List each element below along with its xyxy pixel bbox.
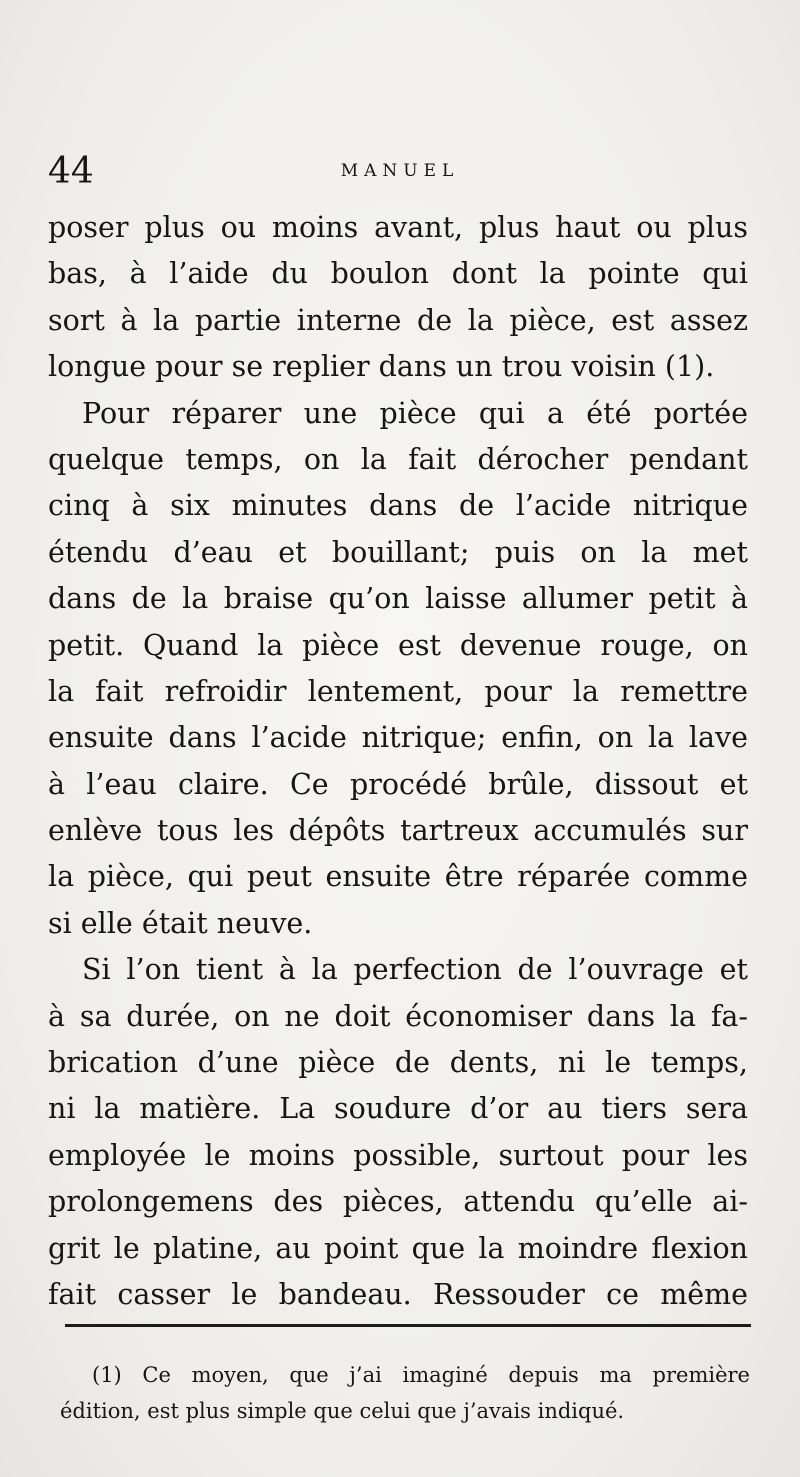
text-line: quelque temps, on la fait dérocher pendant — [48, 442, 748, 476]
text-line: petit. Quand la pièce est devenue rouge, on — [48, 628, 748, 662]
text-line: brication d’une pièce de dents, ni le temps, — [48, 1046, 748, 1080]
text-line: à sa durée, on ne doit économiser dans la fa- — [48, 999, 748, 1033]
text-line: fait casser le bandeau. Ressouder ce même — [48, 1277, 748, 1311]
footnote-line: (1) Ce moyen, que j’ai imaginé depuis ma première — [92, 1363, 750, 1387]
text-line: sort à la partie interne de la pièce, est assez — [48, 303, 748, 337]
text-line: si elle était neuve. — [48, 906, 313, 940]
text-line: dans de la braise qu’on laisse allumer petit à — [48, 582, 748, 616]
running-title: MANUEL — [340, 161, 460, 181]
text-line: poser plus ou moins avant, plus haut ou plus — [48, 211, 748, 244]
text-line: étendu d’eau et bouillant; puis on la met — [48, 535, 748, 569]
text-line: ni la matière. La soudure d’or au tiers sera — [48, 1092, 748, 1126]
text-line: prolongemens des pièces, attendu qu’elle ai- — [48, 1185, 748, 1219]
text-line: la fait refroidir lentement, pour la remettre — [48, 674, 748, 708]
text-line: bas, à l’aide du boulon dont la pointe qui — [48, 257, 748, 291]
text-line: longue pour se replier dans un trou voisin (1). — [48, 350, 715, 384]
text-line: Pour réparer une pièce qui a été portée — [82, 396, 748, 430]
body-text — [48, 205, 748, 1318]
text-line: grit le platine, au point que la moindre flexion — [48, 1231, 748, 1265]
text-line: ensuite dans l’acide nitrique; enfin, on la lave — [48, 721, 748, 755]
text-line: Si l’on tient à la perfection de l’ouvrage et — [82, 953, 748, 987]
text-line: employée le moins possible, surtout pour les — [48, 1138, 748, 1172]
footnote-separator — [65, 1324, 751, 1327]
page-number: 44 — [48, 151, 94, 192]
text-line: cinq à six minutes dans de l’acide nitrique — [48, 489, 748, 523]
footnote-line: édition, est plus simple que celui que j’avais indiqué. — [60, 1399, 625, 1423]
footnote — [48, 1357, 750, 1429]
text-line: à l’eau claire. Ce procédé brûle, dissout et — [48, 767, 748, 801]
text-line: enlève tous les dépôts tartreux accumulés sur — [48, 814, 748, 848]
text-line: la pièce, qui peut ensuite être réparée comme — [48, 860, 748, 894]
